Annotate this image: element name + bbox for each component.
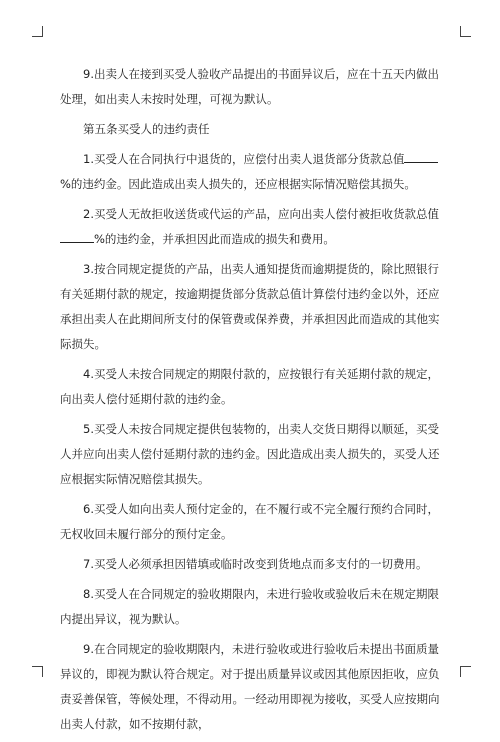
- clause-2-text-after-blank: %的违约金，并承担因此而造成的损失和费用。: [94, 232, 335, 246]
- document-body: [60, 62, 440, 742]
- paragraph-clause-1: [60, 147, 440, 197]
- paragraph-clause-4: 4.买受人未按合同规定的期限付款的，应按银行有关延期付款的规定，向出卖人偿付延期付款的违约金。: [60, 367, 439, 406]
- fill-in-blank-percentage: [404, 150, 438, 163]
- crop-mark-top-right: [460, 26, 471, 37]
- paragraph-clause-2: [60, 202, 440, 252]
- section-heading-buyer-liability: 第五条买受人的违约责任: [83, 122, 210, 136]
- crop-mark-bottom-right: [460, 666, 471, 677]
- paragraph-clause-9-buyer: 9.在合同规定的验收期限内，未进行验收或进行验收后未提出书面质量异议的，即视为默认符合规定。对于提出质量异议或因其他原因拒收，应负责妥善保管，等候处理，不得动用。一经动用即视为接收，买受人应按期向出卖人付款，如不按期付款，: [60, 642, 440, 731]
- fill-in-blank-percentage: [60, 230, 94, 243]
- crop-mark-top-left: [32, 26, 43, 37]
- paragraph-clause-7: 7.买受人必须承担因错填或临时改变到货地点而多支付的一切费用。: [83, 557, 428, 571]
- crop-mark-bottom-left: [32, 666, 43, 677]
- clause-1-text-before-blank: 1.买受人在合同执行中退货的，应偿付出卖人退货部分货款总值: [83, 152, 405, 166]
- paragraph-clause-9-seller: 9.出卖人在接到买受人验收产品提出的书面异议后，应在十五天内做出处理，如出卖人未按时处理，可视为默认。: [60, 67, 439, 106]
- paragraph-clause-8: 8.买受人在合同规定的验收期限内，未进行验收或验收后未在规定期限内提出异议，视为默认。: [60, 587, 439, 626]
- clause-2-text-before-blank: 2.买受人无故拒收送货或代运的产品，应向出卖人偿付被拒收货款总值: [83, 207, 439, 221]
- paragraph-clause-3: 3.按合同规定提货的产品，出卖人通知提货而逾期提货的，除比照银行有关延期付款的规定，按逾期提货部分货款总值计算偿付违约金以外，还应承担出卖人在此期间所支付的保管费或保养费，并承担因此而造成的其他实际损失。: [60, 262, 440, 351]
- paragraph-clause-6: 6.买受人如向出卖人预付定金的，在不履行或不完全履行预约合同时，无权收回未履行部分的预付定金。: [60, 502, 439, 541]
- clause-1-text-after-blank: %的违约金。因此造成出卖人损失的，还应根据实际情况赔偿其损失。: [60, 177, 416, 191]
- paragraph-clause-5: 5.买受人未按合同规定提供包装物的，出卖人交货日期得以顺延，买受人并应向出卖人偿付延期付款的违约金。因此造成出卖人损失的，买受人还应根据实际情况赔偿其损失。: [60, 422, 440, 486]
